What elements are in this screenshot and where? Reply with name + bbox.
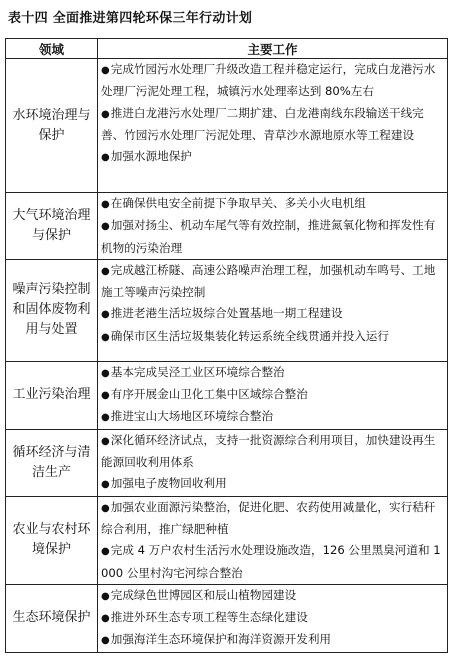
- work-item-text: 加强海洋生态环境保护和海洋资源开发利用: [110, 632, 332, 647]
- bullet-icon: ●: [101, 546, 110, 558]
- field-cell: 噪声污染控制和固体废物利用与处置: [6, 259, 98, 361]
- table-row: [6, 429, 448, 496]
- work-item-text: 完成 4 万户农村生活污水处理设施改造，126 公里黑臭河道和 1000 公里村沟宅河综合整治: [101, 543, 441, 580]
- field-cell: 农业与农村环境保护: [6, 496, 98, 584]
- table-body: [6, 59, 448, 653]
- bullet-icon: ●: [101, 331, 110, 343]
- work-item-text: 完成绿色世博园区和辰山植物园建设: [110, 587, 297, 602]
- work-item-text: 加强电子废物回收利用: [110, 476, 227, 491]
- field-cell: 生态环境保护: [6, 584, 98, 652]
- work-item-text: 加强对扬尘、机动车尾气等有效控制，推进氮氧化物和挥发性有机物的污染治理: [101, 218, 436, 255]
- header-work: 主要工作: [98, 39, 448, 59]
- work-item-text: 有序开展金山卫化工集中区域综合整治: [110, 387, 308, 402]
- work-item-text: 推进外环生态专项工程等生态绿化建设: [110, 610, 308, 625]
- bullet-icon: ●: [101, 479, 110, 491]
- bullet-icon: ●: [101, 108, 110, 120]
- work-item: [101, 473, 445, 495]
- bullet-icon: ●: [101, 502, 110, 514]
- field-cell: 水环境治理与保护: [6, 59, 98, 193]
- work-item-text: 完成竹园污水处理厂升级改造工程并稳定运行，完成白龙港污水处理厂污泥处理工程，城镇污水处理率达到 80%左右: [101, 62, 436, 99]
- work-cell: [98, 429, 448, 496]
- bullet-icon: ●: [101, 309, 110, 321]
- bullet-icon: ●: [101, 221, 110, 233]
- work-cell: [98, 193, 448, 260]
- work-item: [101, 260, 445, 304]
- work-cell: [98, 259, 448, 361]
- action-plan-table: [5, 38, 448, 653]
- bullet-icon: ●: [101, 265, 110, 277]
- bullet-icon: ●: [101, 152, 110, 164]
- work-item: [101, 585, 445, 607]
- table-row: [6, 59, 448, 193]
- table-row: [6, 496, 448, 584]
- bullet-icon: ●: [101, 65, 110, 76]
- field-cell: 大气环境治理与保护: [6, 193, 98, 260]
- bullet-icon: ●: [101, 199, 110, 210]
- work-item: [101, 146, 445, 168]
- work-item: [101, 384, 445, 406]
- table-row: [6, 259, 448, 361]
- field-cell: 循环经济与清洁生产: [6, 429, 98, 496]
- work-item: [101, 497, 445, 541]
- table-title: 表十四 全面推进第四轮环保三年行动计划: [8, 11, 253, 26]
- work-item-text: 推进老港生活垃圾综合处置基地一期工程建设: [110, 306, 343, 321]
- bullet-icon: ●: [101, 367, 110, 379]
- work-item-text: 推进白龙港污水处理厂二期扩建、白龙港南线东段输送干线完善、竹园污水处理厂污泥处理、青草沙水源地原水等工程建设: [101, 105, 424, 142]
- work-item-text: 推进宝山大场地区环境综合整治: [110, 409, 274, 424]
- bullet-icon: ●: [101, 613, 110, 625]
- work-item-text: 完成越江桥隧、高速公路噪声治理工程，加强机动车鸣号、工地施工等噪声污染控制: [101, 262, 436, 300]
- bullet-icon: ●: [101, 435, 110, 447]
- table-row: [6, 361, 448, 429]
- work-item: [101, 326, 445, 348]
- work-item: [101, 607, 445, 629]
- work-item-text: 加强水源地保护: [110, 149, 192, 164]
- work-item-text: 基本完成吴泾工业区环境综合整治: [110, 364, 285, 379]
- table-row: [6, 584, 448, 652]
- work-item: [101, 430, 445, 474]
- work-item: [101, 103, 445, 147]
- bullet-icon: ●: [101, 390, 110, 402]
- work-item: [101, 59, 445, 103]
- work-item-text: 确保市区生活垃圾集装化转运系统全线贯通并投入运行: [110, 328, 389, 343]
- table-header-row: [6, 39, 448, 59]
- table-row: [6, 193, 448, 260]
- bullet-icon: ●: [101, 590, 110, 602]
- bullet-icon: ●: [101, 635, 110, 647]
- field-cell: 工业污染治理: [6, 361, 98, 429]
- work-item: [101, 540, 445, 584]
- work-item-text: 加强农业面源污染整治，促进化肥、农药使用减量化，实行秸秆综合利用，推广绿肥种植: [101, 499, 436, 536]
- work-item: [101, 406, 445, 428]
- work-item-text: 在确保供电安全前提下争取早关、多关小火电机组: [110, 196, 366, 210]
- work-item: [101, 193, 445, 215]
- work-item-text: 深化循环经济试点，支持一批资源综合利用项目，加快建设再生能源回收利用体系: [101, 432, 436, 470]
- work-cell: [98, 361, 448, 429]
- work-item: [101, 362, 445, 384]
- work-item: [101, 215, 445, 259]
- work-item: [101, 303, 445, 325]
- work-cell: [98, 59, 448, 193]
- work-cell: [98, 584, 448, 652]
- bullet-icon: ●: [101, 412, 110, 424]
- work-item: [101, 629, 445, 651]
- work-cell: [98, 496, 448, 584]
- header-field: 领域: [6, 39, 98, 59]
